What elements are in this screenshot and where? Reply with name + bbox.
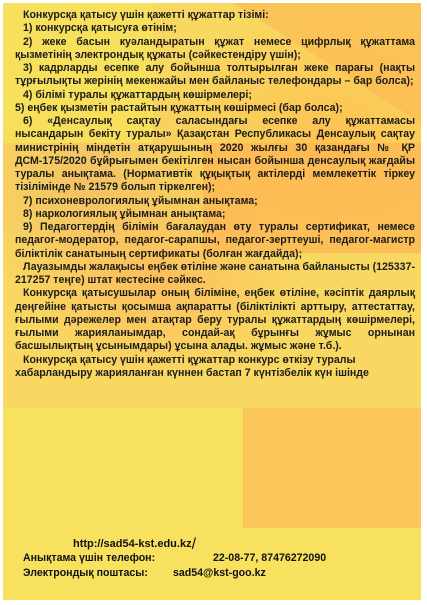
extra-info-paragraph: Конкурсқа қатысушылар оның біліміне, еңбек өтіліне, кәсіптік даярлық деңгейіне қатысты қосымша ақпаратты (біліктілікті арттыру, аттестаттау, ғылыми дәрежелер мен атақтар беру туралы құжаттардың көшірмелері, ғылыми жарияланымдар, сондай-ақ бұрынғы жұмыс орнынан басшылықтың ұсынымдары) ұсына алады. жұмыс және т.б.).	[15, 287, 415, 353]
document-body	[15, 9, 415, 380]
email-row	[23, 567, 266, 579]
salary-paragraph: Лауазымды жалақысы еңбек өтіліне және санатына байланысты (125337-217257 теңге) штат кестесіне сәйкес.	[15, 260, 415, 286]
document-title: Конкурсқа қатысу үшін қажетті құжаттар тізімі:	[23, 9, 269, 21]
list-item: 7) психоневрологиялық ұйымнан анықтама;	[23, 194, 258, 207]
list-item: 9) Педагогтердің білімін бағалаудан өту туралы сертификат, немесе педагог-модератор, педагог-сарапшы, педагог-зерттеуші, педагог-магистр біліктілік санатының сертификаты (болған жағдайда);	[15, 221, 415, 260]
list-item: 1) конкурсқа қатысуға өтінім;	[23, 22, 177, 35]
website-link-row	[73, 534, 196, 552]
list-item: 6) «Денсаулық сақтау саласындағы есепке алу құжаттамасы нысандарын бекіту туралы» Қазақстан Республикасы Денсаулық сақтау министрінің міндетін атқарушының 2020 жылғы 30 қазандағы № ҚР ДСМ-175/2020 бұйрығымен бекітілген нысан бойынша денсаулық жағдайы туралы анықтама. (Нормативтік құқықтық актілерді мемлекеттік тіркеу тізілімінде № 21579 болып тіркелген);	[15, 115, 415, 194]
phone-label: Анықтама үшін телефон:	[23, 552, 156, 564]
list-item: 2) жеке басын куәландыратын құжат немесе цифрлық құжаттама қызметінің электрондық құжаты (сәйкестендіру үшін);	[15, 35, 415, 61]
phone-value: 22-08-77, 87476272090	[213, 552, 327, 564]
list-item: 4) білімі туралы құжаттардың көшірмелері;	[23, 88, 252, 101]
email-label: Электрондық поштасы:	[23, 567, 148, 579]
email-value[interactable]: sad54@kst-goo.kz	[173, 567, 266, 579]
decorative-shape	[243, 408, 421, 528]
list-item: 3) кадрларды есепке алу бойынша толтырылған жеке парағы (нақты тұрғылықты жерінің мекенжайы мен байланыс телефондары – бар болса);	[15, 62, 415, 88]
phone-row	[23, 552, 327, 564]
document-page	[3, 3, 421, 600]
list-item: 8) наркологиялық ұйымнан анықтама;	[23, 207, 226, 220]
deadline-paragraph: Конкурсқа қатысу үшін қажетті құжаттар конкурс өткізу туралы хабарландыру жарияланған күннен бастап 7 күнтізбелік күн ішінде	[15, 353, 369, 379]
slash-mark: /	[191, 536, 197, 553]
website-link[interactable]: http://sad54-kst.edu.kz	[73, 538, 192, 550]
list-item: 5) еңбек қызметін растайтын құжаттың көшірмесі (бар болса);	[15, 101, 343, 114]
